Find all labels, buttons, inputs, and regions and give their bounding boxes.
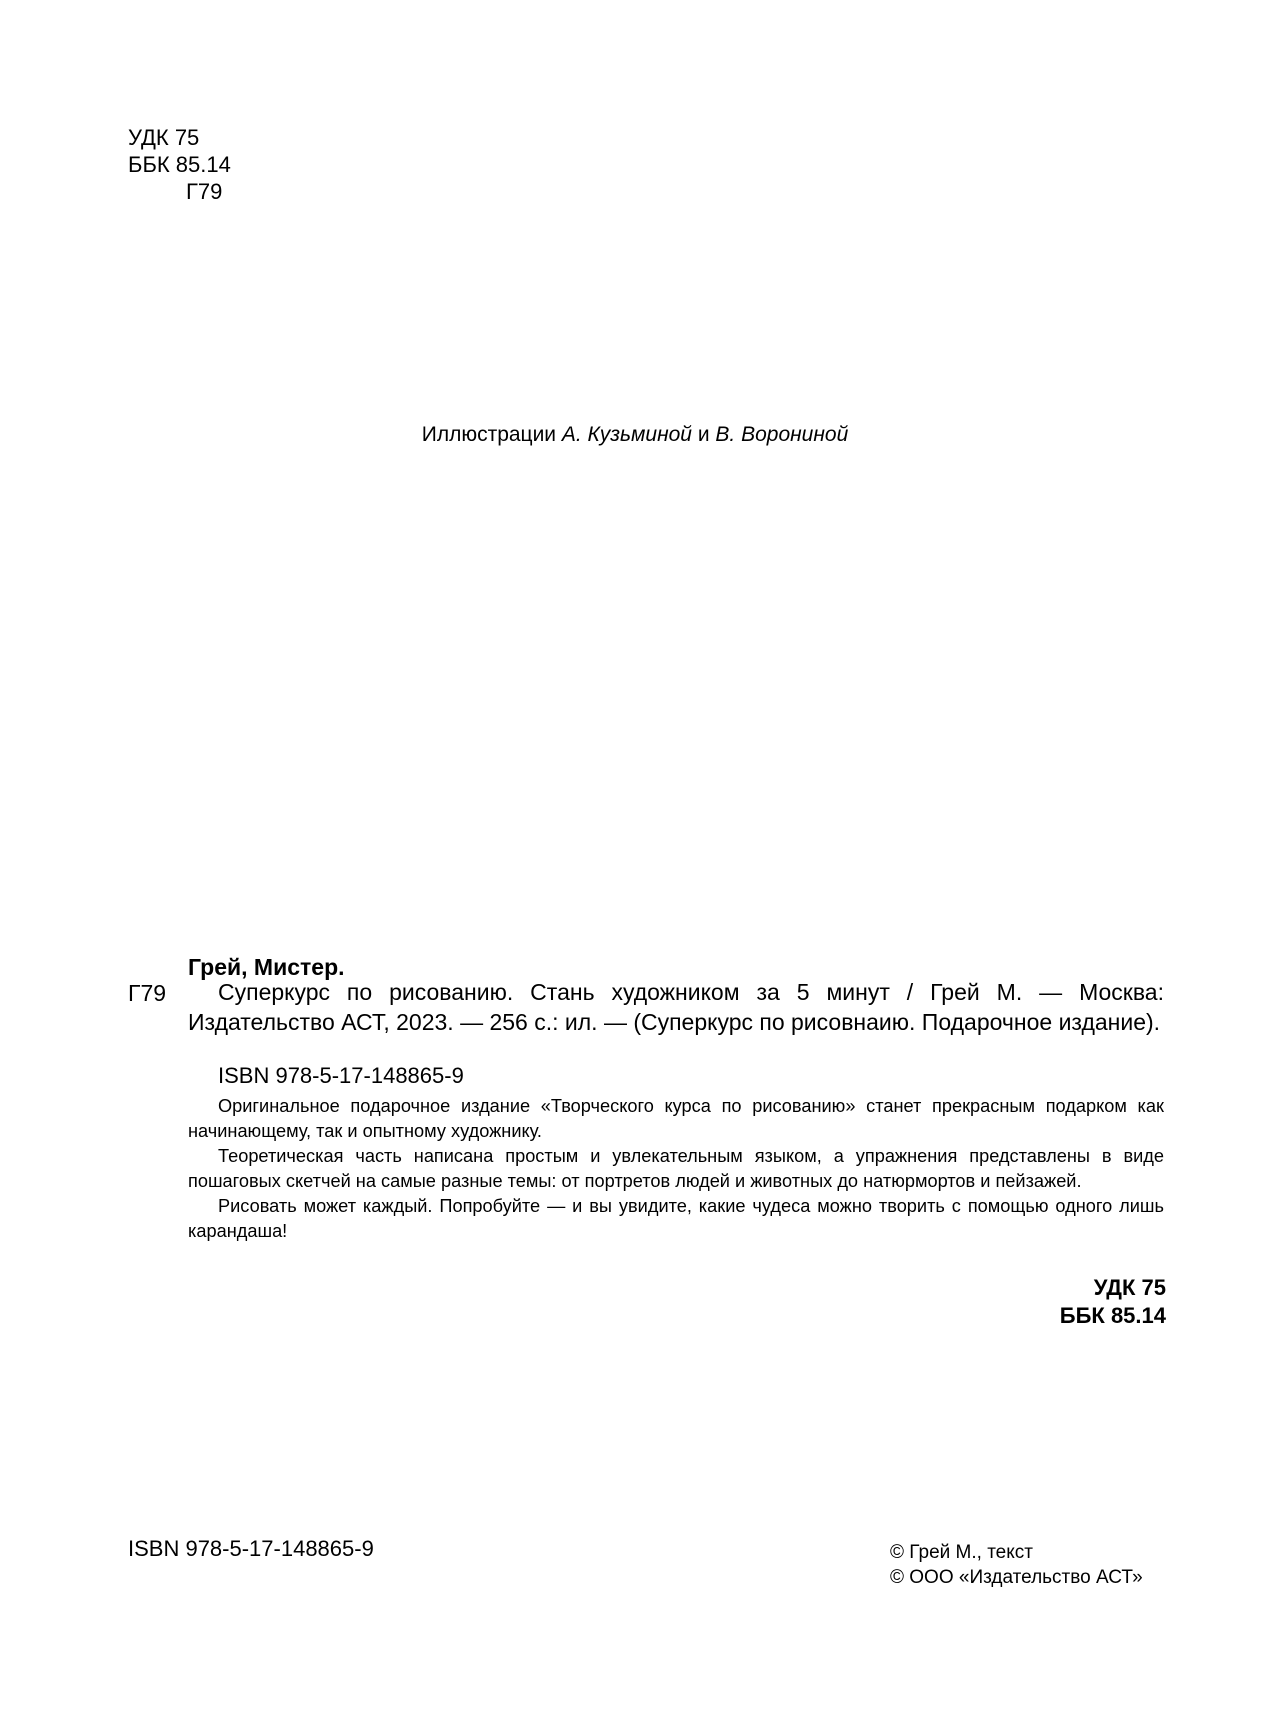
copyright-block	[890, 1540, 1143, 1590]
top-classification-codes	[128, 124, 231, 205]
bib-author-mark: Г79	[128, 980, 167, 1006]
udk-code-bold: УДК 75	[1093, 1275, 1166, 1300]
author-mark: Г79	[186, 179, 223, 204]
illustrator-name-1: А. Кузьминой	[561, 423, 692, 446]
bbk-code-bold: ББК 85.14	[1059, 1303, 1166, 1328]
illustrations-joiner: и	[692, 423, 716, 446]
annotation	[188, 1094, 1164, 1244]
bottom-classification-codes	[1060, 1274, 1166, 1330]
udk-code: УДК 75	[128, 125, 200, 150]
illustrations-credit	[0, 423, 1270, 447]
illustrator-name-2: В. Ворониной	[715, 423, 849, 446]
copyright-publisher: © ООО «Издательство АСТ»	[890, 1567, 1143, 1588]
annotation-paragraph: Теоретическая часть написана простым и увлекательным языком, а упражнения представлены в виде пошаговых скетчей на самые разные темы: от портретов людей и животных до натюрмортов и пейзажей.	[188, 1146, 1164, 1191]
bib-description: Суперкурс по рисованию. Стань художником за 5 минут / Грей М. — Москва: Издательство АСТ, 2023. — 256 с.: ил. — (Суперкурс по рисовнаию. Подарочное издание).	[188, 979, 1164, 1035]
bib-author: Грей, Мистер.	[188, 954, 345, 980]
annotation-paragraph: Рисовать может каждый. Попробуйте — и вы увидите, какие чудеса можно творить с помощью одного лишь карандаша!	[188, 1196, 1164, 1241]
bbk-code: ББК 85.14	[128, 152, 231, 177]
illustrations-prefix: Иллюстрации	[421, 423, 562, 446]
copyright-author: © Грей М., текст	[890, 1542, 1033, 1563]
footer-isbn: ISBN 978-5-17-148865-9	[128, 1536, 374, 1561]
annotation-paragraph: Оригинальное подарочное издание «Творческого курса по рисованию» станет прекрасным подарком как начинающему, так и опытному художнику.	[188, 1096, 1164, 1141]
bib-isbn: ISBN 978-5-17-148865-9	[218, 1063, 464, 1088]
